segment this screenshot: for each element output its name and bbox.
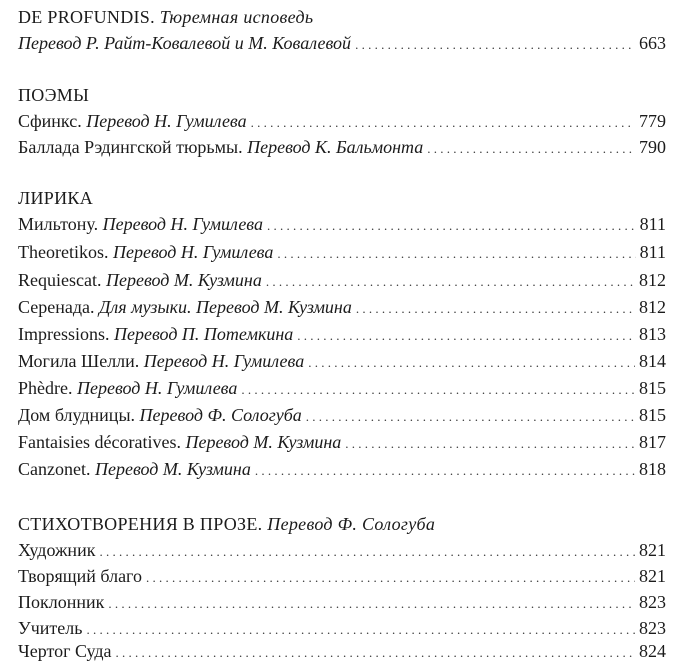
toc-entry[interactable] bbox=[18, 375, 666, 401]
toc-entry-title: Художник bbox=[18, 540, 96, 560]
section-heading-subtitle: Тюремная исповедь bbox=[159, 7, 314, 27]
toc-entry[interactable] bbox=[18, 239, 666, 265]
toc-entry-title: Баллада Рэдингской тюрьмы. bbox=[18, 137, 243, 157]
toc-entry[interactable] bbox=[18, 537, 666, 563]
toc-entry[interactable] bbox=[18, 589, 666, 615]
toc-entry-translator: Перевод М. Кузмина bbox=[94, 459, 251, 479]
toc-entry-title: Сфинкс. bbox=[18, 111, 82, 131]
section-heading-poems bbox=[18, 82, 666, 108]
toc-entry-title: Творящий благо bbox=[18, 566, 142, 586]
toc-entry-page: 790 bbox=[639, 137, 666, 157]
toc-entry-translator: Перевод Н. Гумилева bbox=[102, 214, 264, 234]
toc-entry-title: Могила Шелли. bbox=[18, 351, 140, 371]
section-heading-prose-poems bbox=[18, 511, 666, 537]
dot-leader bbox=[355, 30, 635, 58]
toc-entry-page: 823 bbox=[639, 592, 666, 612]
section-heading-de-profundis bbox=[18, 4, 666, 30]
dot-leader bbox=[267, 211, 636, 239]
toc-entry-page: 779 bbox=[639, 111, 666, 131]
section-heading-subtitle: Перевод Ф. Сологуба bbox=[267, 514, 436, 534]
dot-leader bbox=[345, 429, 635, 457]
toc-entry-title: Учитель bbox=[18, 618, 83, 638]
toc-entry-page: 811 bbox=[639, 242, 666, 262]
toc-entry-translator: Перевод Н. Гумилева bbox=[86, 111, 247, 131]
toc-entry-page: 812 bbox=[639, 270, 666, 290]
dot-leader bbox=[146, 563, 635, 591]
toc-entry-page: 815 bbox=[639, 405, 666, 425]
toc-entry-page: 821 bbox=[639, 566, 666, 586]
toc-entry-translator: Перевод П. Потемкина bbox=[114, 324, 294, 344]
toc-entry-page: 814 bbox=[639, 351, 666, 371]
toc-entry[interactable] bbox=[18, 638, 666, 664]
toc-entry-translator: Перевод М. Кузмина bbox=[185, 432, 342, 452]
toc-entry-page: 818 bbox=[639, 459, 666, 479]
dot-leader bbox=[306, 402, 635, 430]
dot-leader bbox=[251, 108, 635, 136]
toc-entry[interactable] bbox=[18, 348, 666, 374]
toc-entry-title: Поклонник bbox=[18, 592, 105, 612]
dot-leader bbox=[277, 239, 635, 267]
toc-entry-page: 815 bbox=[639, 378, 666, 398]
toc-entry-translator: Для музыки. Перевод М. Кузмина bbox=[98, 297, 352, 317]
toc-entry-translator: Перевод Н. Гумилева bbox=[112, 242, 274, 262]
toc-entry-title: Чертог Суда bbox=[18, 641, 112, 661]
toc-entry[interactable] bbox=[18, 108, 666, 134]
dot-leader bbox=[255, 456, 635, 484]
toc-entry[interactable] bbox=[18, 294, 666, 320]
toc-entry[interactable] bbox=[18, 456, 666, 482]
dot-leader bbox=[297, 321, 635, 349]
toc-entry[interactable] bbox=[18, 30, 666, 56]
dot-leader bbox=[116, 638, 635, 666]
toc-entry[interactable] bbox=[18, 134, 666, 160]
toc-entry-title: Theoretikos. bbox=[18, 242, 109, 262]
toc-entry[interactable] bbox=[18, 321, 666, 347]
toc-entry-translator: Перевод Р. Райт-Ковалевой и М. Ковалевой bbox=[18, 33, 352, 53]
toc-entry-title: Дом блудницы. bbox=[18, 405, 136, 425]
dot-leader bbox=[427, 134, 635, 162]
section-heading-lyrics bbox=[18, 185, 666, 211]
section-heading-text: ЛИРИКА bbox=[18, 188, 94, 208]
dot-leader bbox=[308, 348, 635, 376]
dot-leader bbox=[356, 294, 635, 322]
toc-entry-title: Impressions. bbox=[18, 324, 110, 344]
toc-entry-translator: Перевод Н. Гумилева bbox=[76, 378, 238, 398]
toc-entry-translator: Перевод Н. Гумилева bbox=[143, 351, 305, 371]
section-heading-text: DE PROFUNDIS. bbox=[18, 7, 155, 27]
section-heading-text: ПОЭМЫ bbox=[18, 85, 90, 105]
toc-entry-title: Мильтону. bbox=[18, 214, 99, 234]
toc-entry[interactable] bbox=[18, 429, 666, 455]
toc-entry-page: 812 bbox=[639, 297, 666, 317]
toc-entry-page: 817 bbox=[639, 432, 666, 452]
dot-leader bbox=[99, 537, 635, 565]
toc-entry[interactable] bbox=[18, 402, 666, 428]
toc-entry[interactable] bbox=[18, 211, 666, 237]
toc-entry-title: Requiescat. bbox=[18, 270, 102, 290]
toc-entry-page: 663 bbox=[639, 33, 666, 53]
toc-entry-title: Серенада. bbox=[18, 297, 95, 317]
toc-entry-page: 821 bbox=[639, 540, 666, 560]
dot-leader bbox=[266, 267, 635, 295]
toc-entry[interactable] bbox=[18, 563, 666, 589]
toc-entry-page: 813 bbox=[639, 324, 666, 344]
toc-entry-translator: Перевод К. Бальмонта bbox=[247, 137, 424, 157]
dot-leader bbox=[108, 589, 635, 617]
toc-entry-title: Canzonet. bbox=[18, 459, 91, 479]
toc-entry-title: Phèdre. bbox=[18, 378, 73, 398]
toc-entry-translator: Перевод М. Кузмина bbox=[105, 270, 262, 290]
dot-leader bbox=[241, 375, 635, 403]
toc-entry-page: 823 bbox=[639, 618, 666, 638]
toc-entry-page: 811 bbox=[639, 214, 666, 234]
section-heading-text: СТИХОТВОРЕНИЯ В ПРОЗЕ. bbox=[18, 514, 263, 534]
toc-entry-translator: Перевод Ф. Сологуба bbox=[139, 405, 302, 425]
toc-entry[interactable] bbox=[18, 267, 666, 293]
toc-entry-title: Fantaisies décoratives. bbox=[18, 432, 181, 452]
toc-entry-page: 824 bbox=[639, 641, 666, 661]
